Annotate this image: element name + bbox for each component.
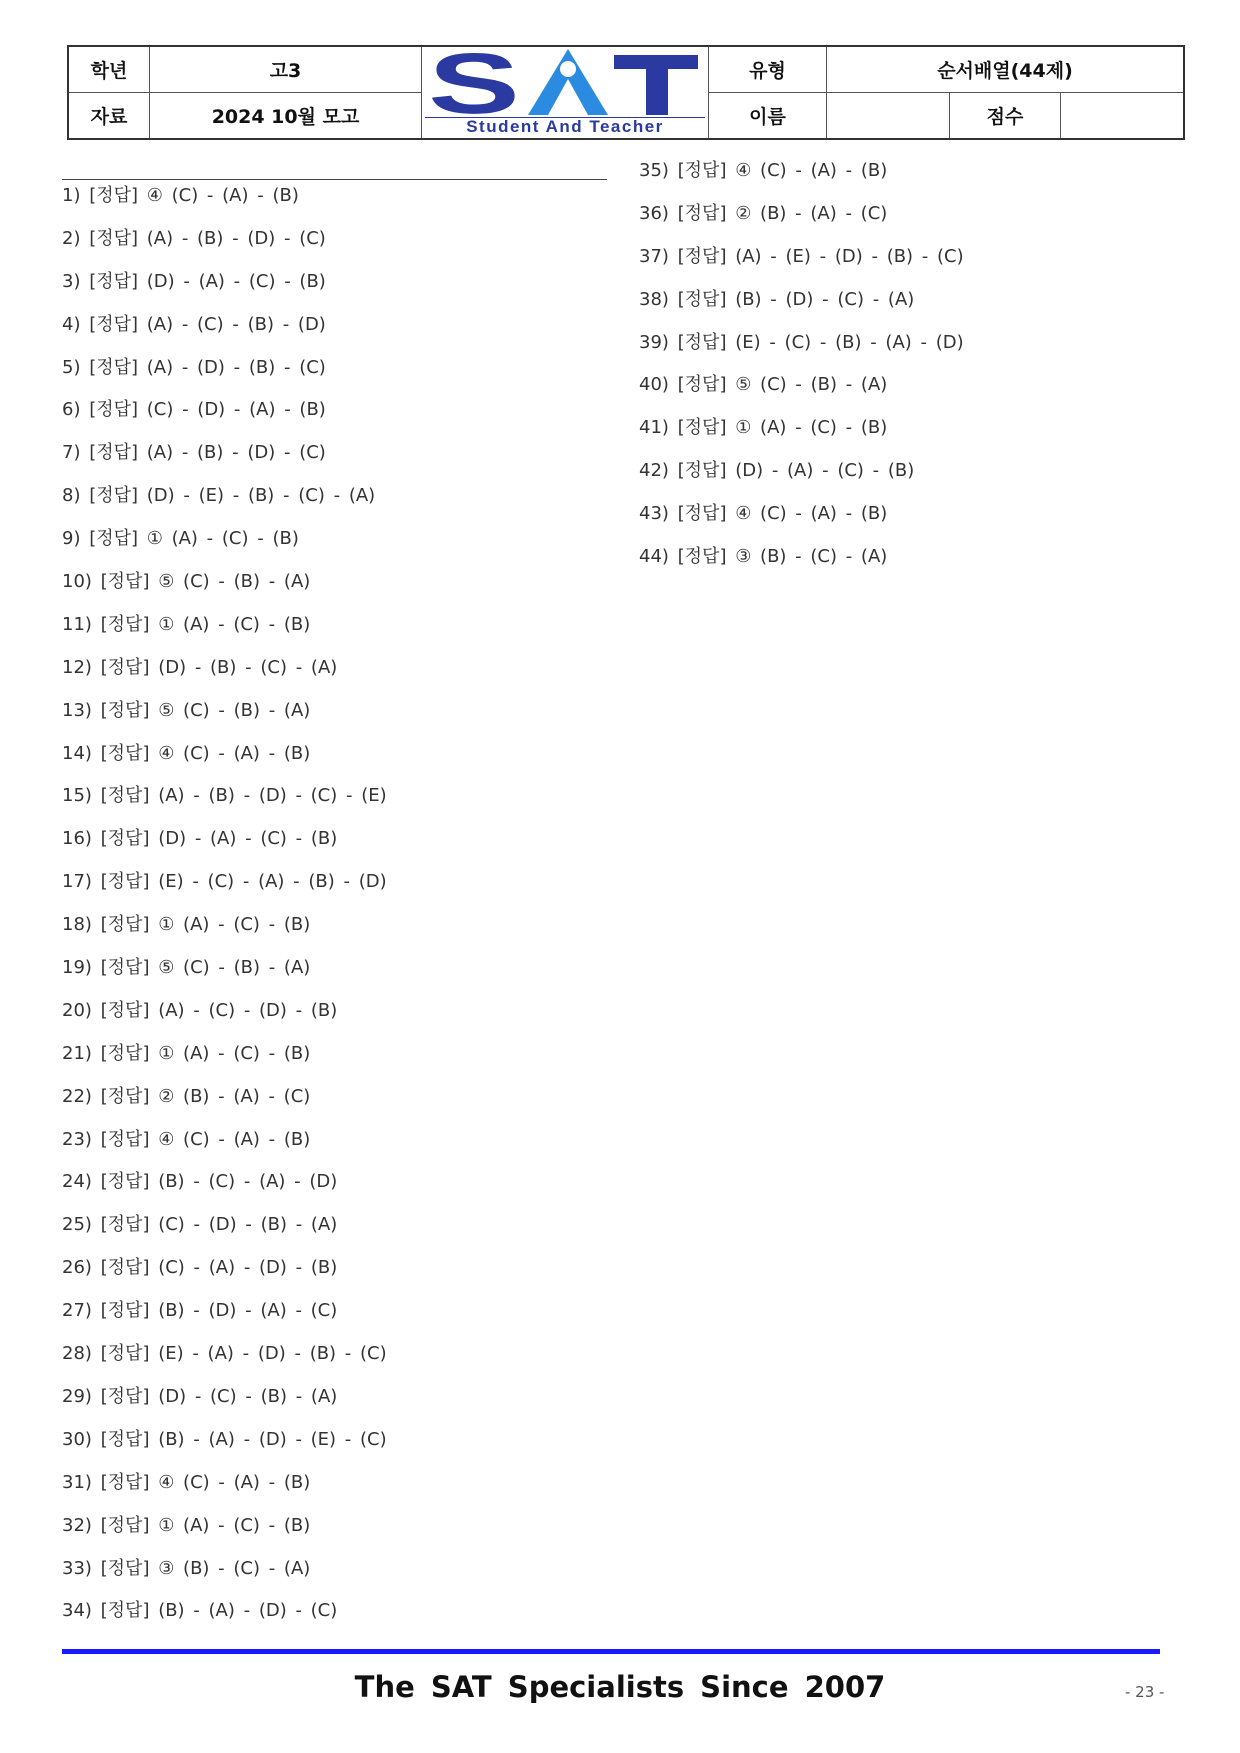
answer-item: 42) [정답] (D) - (A) - (C) - (B) (639, 460, 915, 482)
score-field[interactable] (1061, 93, 1183, 139)
footer-divider (62, 1649, 1160, 1654)
answer-item: 40) [정답] ⑤ (C) - (B) - (A) (639, 374, 888, 396)
answer-item: 21) [정답] ① (A) - (C) - (B) (62, 1042, 311, 1064)
footer-slogan: The SAT Specialists Since 2007 (354, 1670, 886, 1704)
header-table (67, 45, 1185, 140)
answer-item: 4) [정답] (A) - (C) - (B) - (D) (62, 313, 326, 335)
answer-item: 30) [정답] (B) - (A) - (D) - (E) - (C) (62, 1428, 387, 1450)
answer-item: 27) [정답] (B) - (D) - (A) - (C) (62, 1300, 338, 1322)
sat-logo-graphic (424, 47, 706, 117)
answer-item: 39) [정답] (E) - (C) - (B) - (A) - (D) (639, 331, 964, 353)
score-label: 점수 (950, 93, 1061, 139)
answer-item: 2) [정답] (A) - (B) - (D) - (C) (62, 227, 326, 249)
answer-item: 10) [정답] ⑤ (C) - (B) - (A) (62, 571, 311, 593)
material-label: 자료 (69, 93, 150, 139)
answer-item: 12) [정답] (D) - (B) - (C) - (A) (62, 656, 338, 678)
answer-item: 20) [정답] (A) - (C) - (D) - (B) (62, 999, 338, 1021)
svg-text:S: S (428, 47, 520, 117)
answers-left-column (62, 181, 387, 1639)
name-field[interactable] (827, 93, 950, 139)
answer-item: 28) [정답] (E) - (A) - (D) - (B) - (C) (62, 1343, 387, 1365)
answer-item: 7) [정답] (A) - (B) - (D) - (C) (62, 442, 326, 464)
answer-item: 5) [정답] (A) - (D) - (B) - (C) (62, 356, 326, 378)
type-label: 유형 (709, 47, 827, 93)
answer-item: 3) [정답] (D) - (A) - (C) - (B) (62, 270, 326, 292)
answer-item: 14) [정답] ④ (C) - (A) - (B) (62, 742, 311, 764)
top-divider (62, 179, 607, 180)
answer-item: 23) [정답] ④ (C) - (A) - (B) (62, 1128, 311, 1150)
answer-item: 29) [정답] (D) - (C) - (B) - (A) (62, 1385, 338, 1407)
logo-caption: Student And Teacher (425, 117, 705, 136)
answer-item: 1) [정답] ④ (C) - (A) - (B) (62, 185, 299, 206)
answer-item: 32) [정답] ① (A) - (C) - (B) (62, 1514, 311, 1536)
answer-item: 24) [정답] (B) - (C) - (A) - (D) (62, 1171, 338, 1193)
answer-item: 31) [정답] ④ (C) - (A) - (B) (62, 1471, 311, 1493)
answer-item: 8) [정답] (D) - (E) - (B) - (C) - (A) (62, 485, 376, 507)
answer-item: 19) [정답] ⑤ (C) - (B) - (A) (62, 957, 311, 979)
answer-item: 6) [정답] (C) - (D) - (A) - (B) (62, 399, 326, 421)
answer-item: 18) [정답] ① (A) - (C) - (B) (62, 914, 311, 936)
grade-label: 학년 (69, 47, 150, 93)
answer-item: 36) [정답] ② (B) - (A) - (C) (639, 202, 888, 224)
grade-value: 고3 (150, 47, 422, 93)
answer-item: 34) [정답] (B) - (A) - (D) - (C) (62, 1600, 338, 1622)
name-label: 이름 (709, 93, 827, 139)
answer-item: 26) [정답] (C) - (A) - (D) - (B) (62, 1257, 338, 1279)
answer-item: 44) [정답] ③ (B) - (C) - (A) (639, 546, 888, 568)
sat-logo (422, 47, 709, 138)
page-number: - 23 - (1125, 1683, 1165, 1701)
answer-item: 17) [정답] (E) - (C) - (A) - (B) - (D) (62, 871, 387, 893)
answer-item: 35) [정답] ④ (C) - (A) - (B) (639, 160, 888, 181)
material-value: 2024 10월 모고 (150, 93, 422, 139)
answer-item: 11) [정답] ① (A) - (C) - (B) (62, 613, 311, 635)
answer-item: 33) [정답] ③ (B) - (C) - (A) (62, 1557, 311, 1579)
answer-item: 15) [정답] (A) - (B) - (D) - (C) - (E) (62, 785, 387, 807)
answer-item: 16) [정답] (D) - (A) - (C) - (B) (62, 828, 338, 850)
answer-item: 38) [정답] (B) - (D) - (C) - (A) (639, 288, 915, 310)
answer-item: 9) [정답] ① (A) - (C) - (B) (62, 528, 299, 550)
answer-item: 41) [정답] ① (A) - (C) - (B) (639, 417, 888, 439)
answer-item: 13) [정답] ⑤ (C) - (B) - (A) (62, 699, 311, 721)
answer-item: 43) [정답] ④ (C) - (A) - (B) (639, 503, 888, 525)
answer-item: 22) [정답] ② (B) - (A) - (C) (62, 1085, 311, 1107)
answer-item: 25) [정답] (C) - (D) - (B) - (A) (62, 1214, 338, 1236)
answers-right-column (639, 156, 964, 585)
answer-item: 37) [정답] (A) - (E) - (D) - (B) - (C) (639, 245, 964, 267)
type-value: 순서배열(44제) (827, 47, 1183, 93)
